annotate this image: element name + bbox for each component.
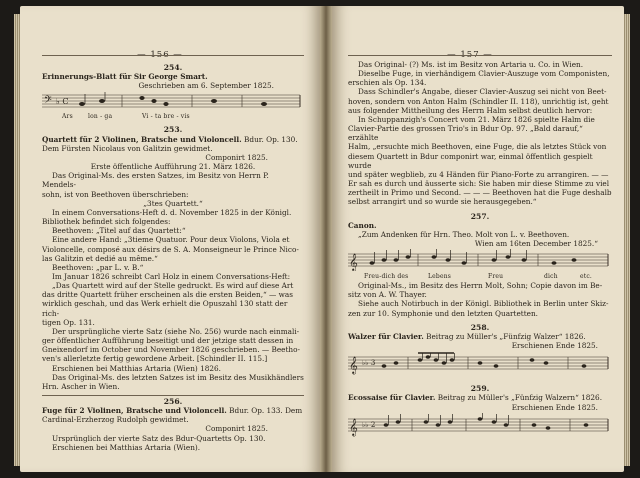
- staff-notation-257: [348, 249, 612, 271]
- separator-rule: [42, 395, 304, 396]
- entry-number-253: 253.: [163, 125, 183, 135]
- text-line: Er sah es durch und äusserte sich: Sie haben mir diese Stimme zu viel: [348, 179, 610, 189]
- entry-title-256-rest: Bdur. Op. 133. Dem: [229, 406, 303, 416]
- text-line: Ursprünglich der vierte Satz des Bdur-Quartetts Op. 130.: [52, 433, 266, 443]
- text-line: In Schuppanzigh's Concert vom 21. März 1826 spielte Halm die: [358, 114, 595, 124]
- entry-title-258-rest: Beitrag zu Müller's „Fünfzig Walzer“ 1826.: [426, 331, 586, 341]
- text-line: Dieselbe Fuge, in vierhändigem Clavier-Auszuge vom Componisten,: [358, 69, 610, 79]
- svg-text:♭♭ 3: ♭♭ 3: [362, 359, 376, 368]
- entry-title-259: [348, 393, 612, 402]
- text-line: Halm, „ersuchte mich Beethoven, eine Fuge, die als letztes Stück von: [348, 142, 607, 152]
- svg-text:𝄢: 𝄢: [44, 94, 52, 109]
- svg-text:♭♭ 2: ♭♭ 2: [362, 420, 376, 429]
- text-line: las Galitzin et dedié au même.“: [42, 253, 158, 263]
- svg-text:𝄞: 𝄞: [349, 253, 358, 272]
- entry-title-259-rest: Beitrag zu Müller's „Fünfzig Walzern“ 1826.: [437, 393, 603, 403]
- left-page: [20, 6, 320, 472]
- text-line: diesem Quartett in Bdur componirt war, einmal öffentlich gespielt wurde: [348, 151, 593, 170]
- text-line: hoven, sondern von Anton Halm (Schindler II. 118), unrichtig ist, geht: [348, 96, 609, 106]
- book-gutter: [320, 6, 332, 472]
- text-line: Siehe auch Notirbuch in der Königl. Bibliothek in Berlin unter Skiz-: [358, 299, 609, 309]
- entry-date-259: Erschienen Ende 1825.: [511, 402, 598, 412]
- text-line: Der ursprüngliche vierte Satz (siehe No. 256) wurde nach einmali-: [52, 326, 300, 336]
- page-edges-right: [624, 14, 630, 466]
- entry-title-258-bold: Walzer für Clavier.: [348, 331, 424, 341]
- text-line: Das Original- (?) Ms. ist im Besitz von Artaria u. Co. in Wien.: [358, 60, 584, 69]
- lyric-syllable: etc.: [580, 273, 593, 281]
- text-line: sohn, ist von Beethoven überschrieben:: [42, 189, 189, 199]
- text-line: In einem Conversations-Heft d. d. November 1825 in der Königl.: [52, 207, 292, 217]
- left-page-content: [42, 46, 304, 452]
- entry-title-259-bold: Ecossaise für Clavier.: [348, 393, 436, 403]
- entry-number-259: 259.: [470, 384, 490, 394]
- music-staff-257: [348, 249, 612, 271]
- right-page: [332, 6, 624, 472]
- text-line: Erschienen bei Matthias Artaria (Wien) 1826.: [52, 363, 221, 373]
- text-line: Dem Fürsten Nicolaus von Galitzin gewidmet.: [42, 143, 213, 153]
- entry-title-253: [42, 135, 304, 144]
- lyric-syllable: Freu: [488, 273, 504, 281]
- staff-notation-259: [348, 413, 612, 437]
- lyrics-257: [348, 272, 612, 281]
- text-line: zertheilt in Primo und Second. — — — Beethoven hat die Fuge deshalb: [348, 188, 612, 198]
- entry-title-257: Canon.: [348, 220, 377, 230]
- text-line: Gneixendorf im October und November 1826 geschrieben. — Beetho-: [42, 345, 300, 355]
- lyric-syllable: Lebens: [428, 273, 452, 281]
- text-line: Componirt 1825.: [205, 152, 268, 162]
- text-line: wirklich geschah, und das Werk erhielt die Opuszahl 130 statt der rich-: [42, 299, 288, 318]
- text-line: ven's allerletzte fertig gewordene Arbeit. [Schindler II. 115.]: [42, 354, 268, 364]
- text-line: Eine andere Hand: „3tieme Quatuor. Pour deux Violons, Viola et: [52, 235, 290, 245]
- lyric-syllable: dich: [544, 273, 558, 281]
- text-line: ger öffentlicher Aufführung beseitigt und der jetzige statt dessen in: [42, 336, 294, 346]
- entry-title-258: [348, 332, 612, 341]
- svg-text:♭ C: ♭ C: [56, 97, 69, 107]
- text-line: Erschienen bei Matthias Artaria (Wien).: [52, 442, 201, 452]
- staff-notation-258: [348, 351, 612, 377]
- entry-title-256-bold: Fuge für 2 Violinen, Bratsche und Violoncell.: [42, 406, 227, 416]
- text-line: tigen Op. 131.: [42, 317, 95, 327]
- entry-date-258: Erschienen Ende 1825.: [511, 341, 598, 351]
- text-line: „3tes Quartett.“: [143, 198, 203, 208]
- text-line: Im Januar 1826 schreibt Carl Holz in einem Conversations-Heft:: [52, 271, 291, 281]
- page-number-left: — 156 —: [137, 50, 183, 60]
- page-number-right: — 157 —: [447, 50, 493, 60]
- text-line: Erste öffentliche Aufführung 21. März 1826.: [90, 162, 256, 172]
- entry-title-253-bold: Quartett für 2 Violinen, Bratsche und Violoncell.: [42, 134, 242, 144]
- entry-date-254: Geschrieben am 6. September 1825.: [138, 81, 274, 91]
- music-staff-258: [348, 351, 612, 377]
- entry-title-253-rest: Bdur. Op. 130.: [244, 134, 298, 144]
- text-line: Beethoven: „Titel auf das Quartett:“: [52, 226, 186, 236]
- text-line: sitz von A. W. Thayer.: [348, 290, 427, 300]
- entry-title-254: Erinnerungs-Blatt für Sir George Smart.: [42, 72, 208, 82]
- right-page-content: [348, 46, 612, 438]
- text-line: Das Original-Ms. des letzten Satzes ist im Besitz des Musikhändlers: [52, 372, 304, 382]
- header-rule: [42, 55, 304, 56]
- music-staff-259: [348, 413, 612, 437]
- lyric-syllable: Ars: [62, 113, 73, 121]
- entry-date-257: Wien am 16ten December 1825.“: [474, 238, 598, 248]
- text-line: Componirt 1825.: [205, 424, 268, 434]
- entry-number-257: 257.: [470, 211, 490, 221]
- text-line: selbst arrangirt und so wurde sie herausgegeben.“: [348, 197, 537, 207]
- text-line: und später wegblieb, zu 4 Händen für Piano-Forte zu arrangiren. — —: [348, 169, 609, 179]
- text-line: Bibliothek befindet sich folgendes:: [42, 217, 171, 227]
- text-line: Beethoven: „par L. v. B.“: [52, 262, 144, 272]
- text-line: das dritte Quartett früher erscheinen als die ersten Beiden,“ — was: [42, 290, 294, 300]
- entry-number-258: 258.: [470, 322, 490, 332]
- lyric-syllable: Vi - ta bre - vis: [142, 113, 190, 121]
- header-rule: [348, 55, 612, 56]
- text-line: Hrn. Ascher in Wien.: [42, 381, 120, 391]
- staff-notation-254: [42, 91, 304, 111]
- text-line: Dass Schindler's Angabe, dieser Clavier-Auszug sei nicht von Beet-: [358, 87, 607, 97]
- text-line: Clavier-Partie des grossen Trio's in Bdur Op. 97. „Bald darauf,“ erzählte: [348, 124, 583, 143]
- entry-number-256: 256.: [163, 397, 183, 406]
- text-line: „Das Quartett wird auf der Stelle gedruckt. Es wird auf diese Art: [52, 281, 294, 291]
- lyrics-254: [42, 112, 304, 121]
- svg-text:𝄞: 𝄞: [349, 417, 358, 436]
- entry-title-256: [42, 406, 304, 415]
- lyric-syllable: Freu-dich des: [364, 273, 409, 281]
- text-line: erschien als Op. 134.: [348, 78, 427, 88]
- text-line: zen zur 10. Symphonie und den letzten Quartetten.: [348, 308, 539, 318]
- lyric-syllable: lon - ga: [88, 113, 113, 121]
- music-staff-254: [42, 91, 304, 111]
- text-line: Violoncelle, composé aux désirs de S. A. Monseigneur le Prince Nico-: [42, 244, 299, 254]
- svg-text:𝄞: 𝄞: [349, 356, 358, 375]
- text-line: Das Original-Ms. des ersten Satzes, im Besitz von Herrn P. Mendels-: [42, 171, 269, 190]
- open-book: [14, 6, 626, 476]
- text-line: „Zum Andenken für Hrn. Theo. Molt von L. v. Beethoven.: [358, 229, 570, 239]
- entry-number-254: 254.: [163, 63, 183, 72]
- text-line: aus folgender Mittheilung des Herrn Halm selbst deutlich hervor:: [348, 105, 593, 115]
- text-line: Original-Ms., im Besitz des Herrn Molt, Sohn; Copie davon im Be-: [358, 281, 603, 291]
- text-line: Cardinal-Erzherzog Rudolph gewidmet.: [42, 415, 189, 425]
